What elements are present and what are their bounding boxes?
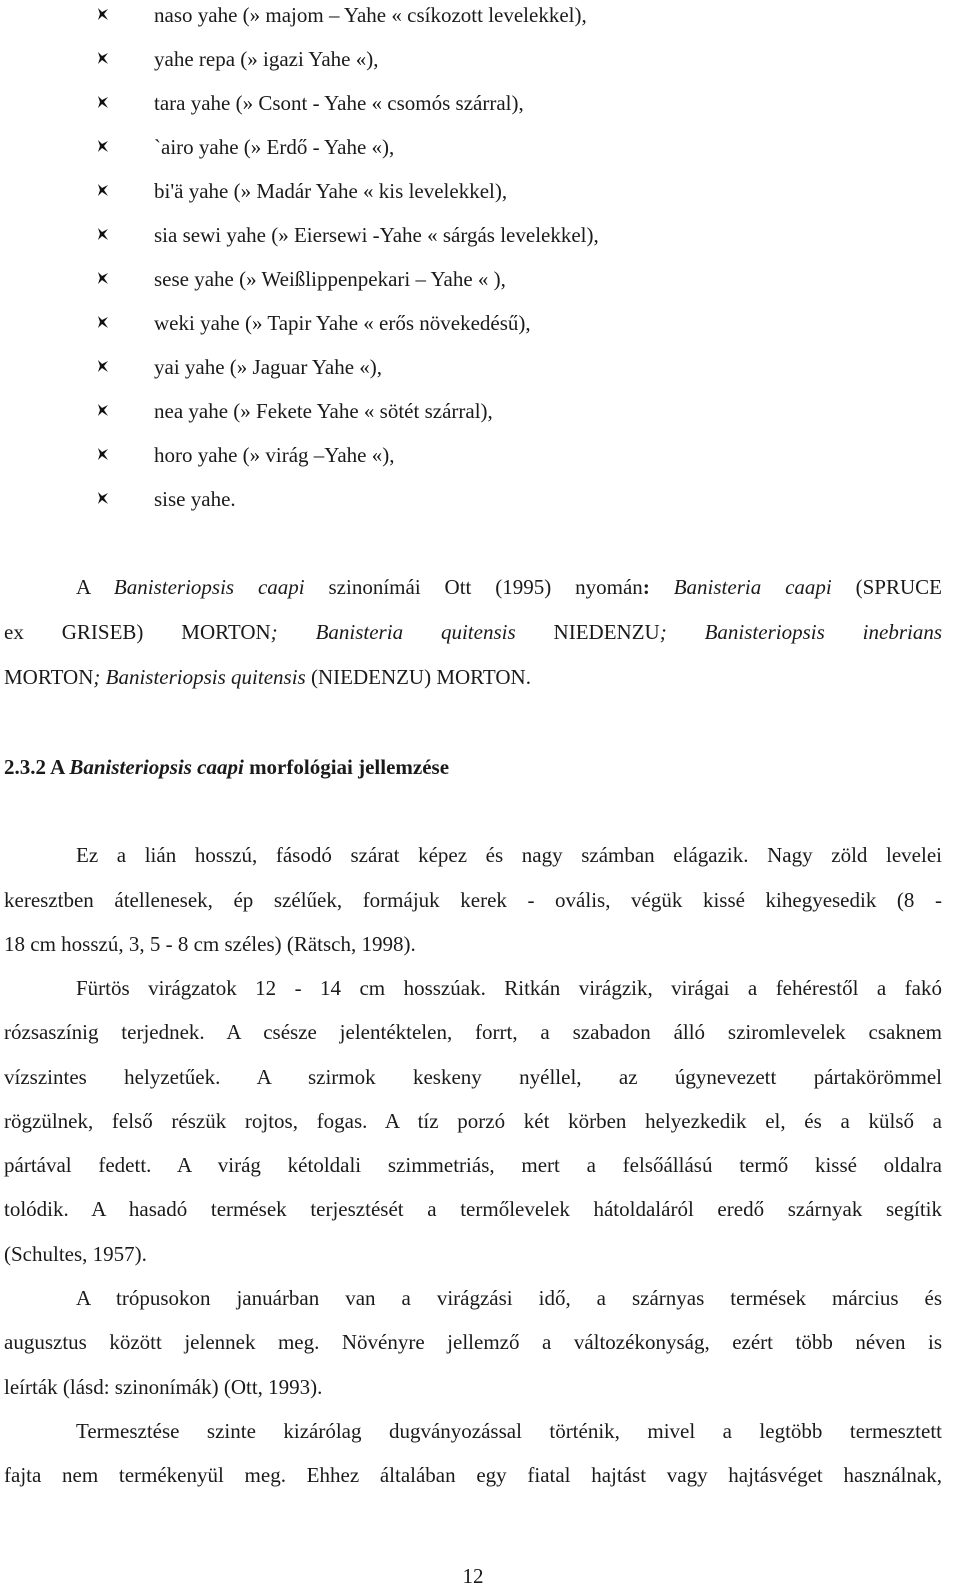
body-line: A trópusokon januárban van a virágzási idő, a szárnyas termések március és xyxy=(76,1286,942,1310)
list-item-text: bi'ä yahe (» Madár Yahe « kis levelekkel), xyxy=(154,179,508,203)
bullet-icon xyxy=(97,228,109,240)
species-name: ; Banisteriopsis quitensis xyxy=(93,665,306,689)
list-item-text: horo yahe (» virág –Yahe «), xyxy=(154,443,395,467)
list-item-text: `airo yahe (» Erdő - Yahe «), xyxy=(154,135,395,159)
bullet-icon xyxy=(97,140,109,152)
bullet-icon xyxy=(97,360,109,372)
synonyms-text: szinonímái Ott (1995) nyomán xyxy=(304,575,643,599)
list-item-text: tara yahe (» Csont - Yahe « csomós szárral), xyxy=(154,91,524,115)
list-item-text: yai yahe (» Jaguar Yahe «), xyxy=(154,355,383,379)
body-line: vízszintes helyzetűek. A szirmok keskeny nyéllel, az úgynevezett pártakörömmel xyxy=(4,1065,942,1089)
bullet-icon xyxy=(97,448,109,460)
species-name: Banisteria caapi xyxy=(673,575,832,599)
synonyms-text: (SPRUCE xyxy=(831,575,942,599)
species-name: Banisteriopsis caapi xyxy=(113,575,305,599)
bullet-icon xyxy=(97,404,109,416)
page-number: 12 xyxy=(462,1564,484,1588)
heading-species: Banisteriopsis caapi xyxy=(69,755,244,779)
list-item-text: sese yahe (» Weißlippenpekari – Yahe « ), xyxy=(154,267,506,291)
list-item-text: yahe repa (» igazi Yahe «), xyxy=(154,47,379,71)
synonyms-text: NIEDENZU xyxy=(553,620,660,644)
bullet-icon xyxy=(97,492,109,504)
bullet-icon xyxy=(97,52,109,64)
body-line: rögzülnek, felső részük rojtos, fogas. A tíz porzó két körben helyezkedik el, és a külső a xyxy=(4,1109,942,1133)
list-item-text: nea yahe (» Fekete Yahe « sötét szárral), xyxy=(154,399,493,423)
synonyms-line-1 xyxy=(76,572,942,602)
bullet-icon xyxy=(97,184,109,196)
heading-text: 2.3.2 A xyxy=(4,755,70,779)
synonyms-colon: : xyxy=(642,575,674,599)
bullet-icon xyxy=(97,8,109,20)
body-line: pártával fedett. A virág kétoldali szimmetriás, mert a felsőállású termő kissé oldalra xyxy=(4,1153,942,1177)
bullet-icon xyxy=(97,272,109,284)
body-line: Ez a lián hosszú, fásodó szárat képez és nagy számban elágazik. Nagy zöld levelei xyxy=(76,843,942,867)
list-item-text: sia sewi yahe (» Eiersewi -Yahe « sárgás levelekkel), xyxy=(154,223,599,247)
body-line: fajta nem termékenyül meg. Ehhez általában egy fiatal hajtást vagy hajtásvéget használnak, xyxy=(4,1463,942,1487)
body-line: tolódik. A hasadó termések terjesztését a termőlevelek hátoldaláról eredő szárnyak segítik xyxy=(4,1197,942,1221)
body-line: rózsaszínig terjednek. A csésze jelentéktelen, forrt, a szabadon álló sziromlevelek csaknem xyxy=(4,1020,942,1044)
species-name: ; Banisteriopsis inebrians xyxy=(659,620,942,644)
body-line: Termesztése szinte kizárólag dugványozással történik, mivel a legtöbb termesztett xyxy=(76,1419,942,1443)
bullet-icon xyxy=(97,316,109,328)
synonyms-text: A xyxy=(76,575,114,599)
section-heading xyxy=(4,752,449,782)
body-line: augusztus között jelennek meg. Növényre jellemző a változékonyság, ezért több néven is xyxy=(4,1330,942,1354)
synonyms-line-3 xyxy=(4,662,942,692)
body-line: keresztben átellenesek, ép szélűek, formájuk kerek - ovális, végük kissé kihegyesedik (8 - xyxy=(4,888,942,912)
synonyms-text: MORTON xyxy=(4,665,94,689)
list-item-text: sise yahe. xyxy=(154,487,236,511)
body-line: (Schultes, 1957). xyxy=(4,1242,147,1266)
synonyms-line-2 xyxy=(4,617,942,647)
body-line: Fürtös virágzatok 12 - 14 cm hosszúak. Ritkán virágzik, virágai a fehérestől a fakó xyxy=(76,976,942,1000)
body-line: leírták (lásd: szinonímák) (Ott, 1993). xyxy=(4,1375,323,1399)
synonyms-text: (NIEDENZU) MORTON. xyxy=(305,665,531,689)
list-item-text: weki yahe (» Tapir Yahe « erős növekedésű), xyxy=(154,311,531,335)
heading-text: morfológiai jellemzése xyxy=(243,755,450,779)
list-item-text: naso yahe (» majom – Yahe « csíkozott levelekkel), xyxy=(154,3,587,27)
body-line: 18 cm hosszú, 3, 5 - 8 cm széles) (Rätsch, 1998). xyxy=(4,932,416,956)
synonyms-text: ex GRISEB) MORTON xyxy=(4,620,271,644)
species-name: ; Banisteria quitensis xyxy=(270,620,554,644)
bullet-icon xyxy=(97,96,109,108)
